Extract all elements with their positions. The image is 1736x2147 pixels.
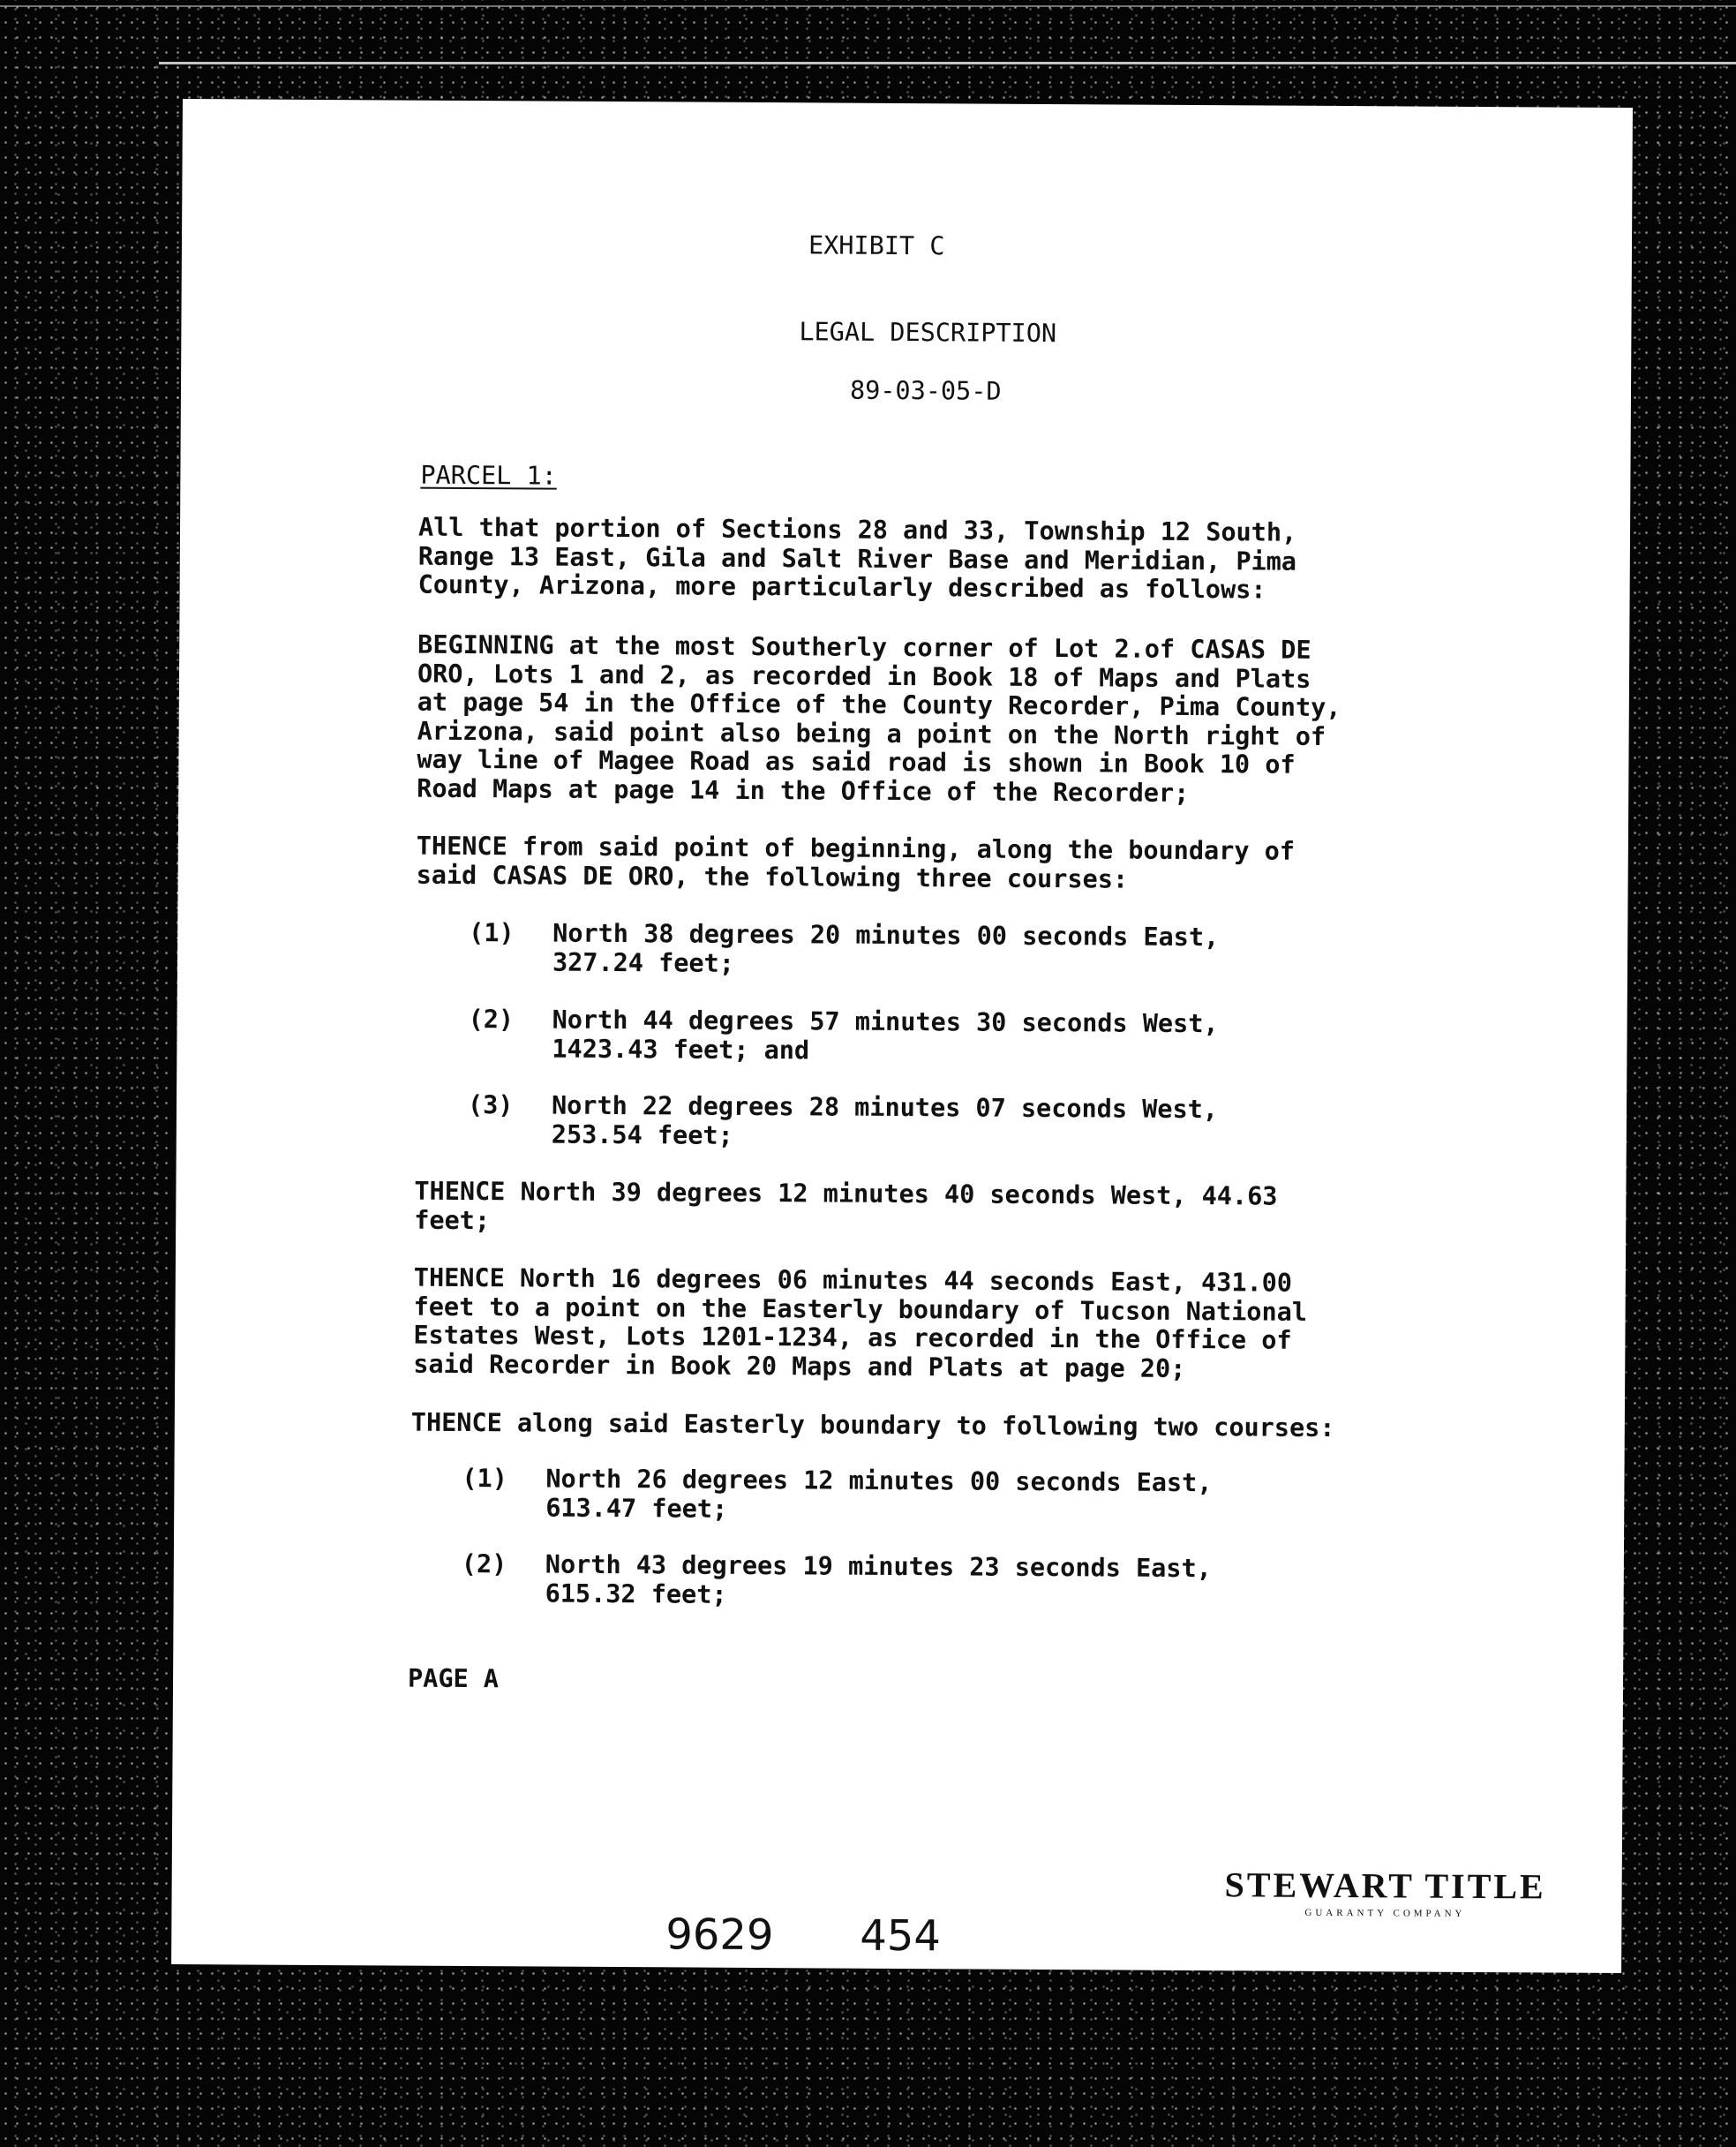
course-number: (1) xyxy=(462,1463,508,1494)
course-text: North 22 degrees 28 minutes 07 seconds West, 253.54 feet; xyxy=(551,1090,1219,1150)
course-number: (1) xyxy=(469,917,515,948)
recording-number-left: 9629 xyxy=(665,1910,774,1961)
course-number: (2) xyxy=(468,1004,515,1035)
document-page xyxy=(171,99,1633,1973)
scan-artifact-line xyxy=(159,62,1736,64)
document-heading: LEGAL DESCRIPTION xyxy=(799,317,1057,349)
paragraph-description: All that portion of Sections 28 and 33, Township 12 South, Range 13 East, Gila and Salt River Base and Meridian, Pima County, Arizona, more particularly described as follows: xyxy=(417,512,1297,605)
page-label: PAGE A xyxy=(407,1663,500,1694)
parcel-heading: PARCEL 1: xyxy=(420,460,557,491)
exhibit-title: EXHIBIT C xyxy=(808,230,945,261)
recording-number-right: 454 xyxy=(860,1910,942,1962)
paragraph-beginning: BEGINNING at the most Southerly corner of Lot 2.of CASAS DE ORO, Lots 1 and 2, as recorded in Book 18 of Maps and Plats at page 54 in the Office of the County Recorder, Pima County, Arizona, said point also being a point on the North right of way line of Magee Road as said road is shown in Book 10 of Road Maps at page 14 in the Office of the Recorder; xyxy=(417,629,1341,808)
paragraph-thence-easterly: THENCE along said Easterly boundary to following two courses: xyxy=(410,1407,1335,1443)
paragraph-thence-courses: THENCE from said point of beginning, along the boundary of said CASAS DE ORO, the following three courses: xyxy=(416,831,1296,894)
course-text: North 44 degrees 57 minutes 30 seconds West, 1423.43 feet; and xyxy=(552,1005,1219,1065)
document-code: 89-03-05-D xyxy=(849,375,1002,406)
course-number: (3) xyxy=(467,1089,514,1120)
company-name: STEWART TITLE xyxy=(1224,1864,1546,1907)
course-text: North 26 degrees 12 minutes 00 seconds East, 613.47 feet; xyxy=(545,1464,1213,1524)
scan-edge-line xyxy=(0,5,1736,7)
company-logo xyxy=(1199,1864,1570,1920)
course-text: North 43 degrees 19 minutes 23 seconds East, 615.32 feet; xyxy=(545,1549,1212,1609)
paragraph-thence-north-16: THENCE North 16 degrees 06 minutes 44 seconds East, 431.00 feet to a point on the Easterly boundary of Tucson National Estates West, Lots 1201-1234, as recorded in the Office of said Recorder in Book 20 Maps and Plats at page 20; xyxy=(413,1262,1308,1383)
course-number: (2) xyxy=(461,1548,507,1579)
company-subtitle: GUARANTY COMPANY xyxy=(1304,1907,1466,1919)
paragraph-thence-north-39: THENCE North 39 degrees 12 minutes 40 seconds West, 44.63 feet; xyxy=(414,1176,1278,1235)
course-text: North 38 degrees 20 minutes 00 seconds East, 327.24 feet; xyxy=(552,918,1220,978)
